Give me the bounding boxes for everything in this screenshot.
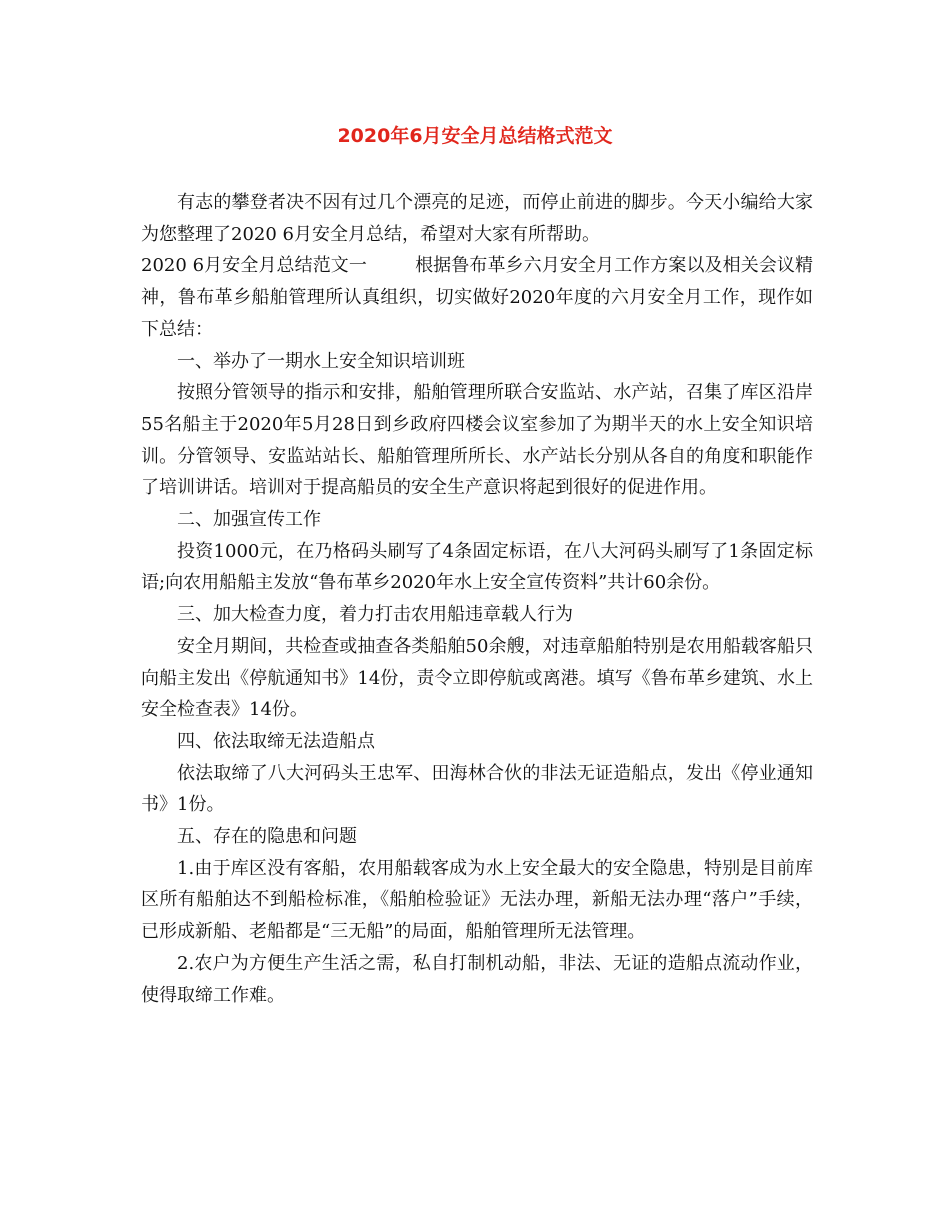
section-heading-4: 四、依法取缔无法造船点 bbox=[177, 730, 375, 752]
section-heading-1: 一、举办了一期水上安全知识培训班 bbox=[177, 350, 465, 372]
section-heading-2: 二、加强宣传工作 bbox=[177, 509, 321, 531]
section-paragraph-5-2: 2.农户为方便生产生活之需，私自打制机动船，非法、无证的造船点流动作业，使得取缔工作难。 bbox=[141, 952, 813, 1006]
section-paragraph-5-1: 1.由于库区没有客船，农用船载客成为水上安全最大的安全隐患，特别是目前库区所有船舶达不到船检标准，《船舶检验证》无法办理，新船无法办理“落户”手续，已形成新船、老船都是“三无船”的局面，船舶管理所无法管理。 bbox=[141, 857, 813, 943]
sample-one-paragraph bbox=[141, 250, 813, 345]
document-body bbox=[141, 187, 813, 1011]
section-paragraph-4: 依法取缔了八大河码头王忠军、田海林合伙的非法无证造船点，发出《停业通知书》1份。 bbox=[141, 762, 813, 816]
sample-one-lead: 2020 6月安全月总结范文一 bbox=[141, 255, 367, 277]
section-heading-5: 五、存在的隐患和问题 bbox=[177, 826, 357, 848]
section-paragraph-2: 投资1000元，在乃格码头刷写了4条固定标语，在八大河码头刷写了1条固定标语;向农用船船主发放“鲁布革乡2020年水上安全宣传资料”共计60余份。 bbox=[141, 540, 813, 594]
section-paragraph-3: 安全月期间，共检查或抽查各类船舶50余艘，对违章船舶特别是农用船载客船只向船主发出《停航通知书》14份，责令立即停航或离港。填写《鲁布革乡建筑、水上安全检查表》14份。 bbox=[141, 635, 813, 721]
section-heading-3: 三、加大检查力度，着力打击农用船违章载人行为 bbox=[177, 604, 573, 626]
intro-paragraph: 有志的攀登者决不因有过几个漂亮的足迹，而停止前进的脚步。今天小编给大家为您整理了2020 6月安全月总结，希望对大家有所帮助。 bbox=[141, 192, 813, 245]
document-title: 2020年6月安全月总结格式范文 bbox=[337, 125, 613, 147]
section-paragraph-1: 按照分管领导的指示和安排，船舶管理所联合安监站、水产站，召集了库区沿岸55名船主于2020年5月28日到乡政府四楼会议室参加了为期半天的水上安全知识培训。分管领导、安监站站长、船舶管理所所长、水产站长分别从各自的角度和职能作了培训讲话。培训对于提高船员的安全生产意识将起到很好的促进作用。 bbox=[141, 382, 813, 499]
sample-one-text: 根据鲁布革乡六月安全月工作方案以及相关会议精神，鲁布革乡船舶管理所认真组织，切实做好2020年度的六月安全月工作，现作如下总结： bbox=[141, 255, 814, 340]
